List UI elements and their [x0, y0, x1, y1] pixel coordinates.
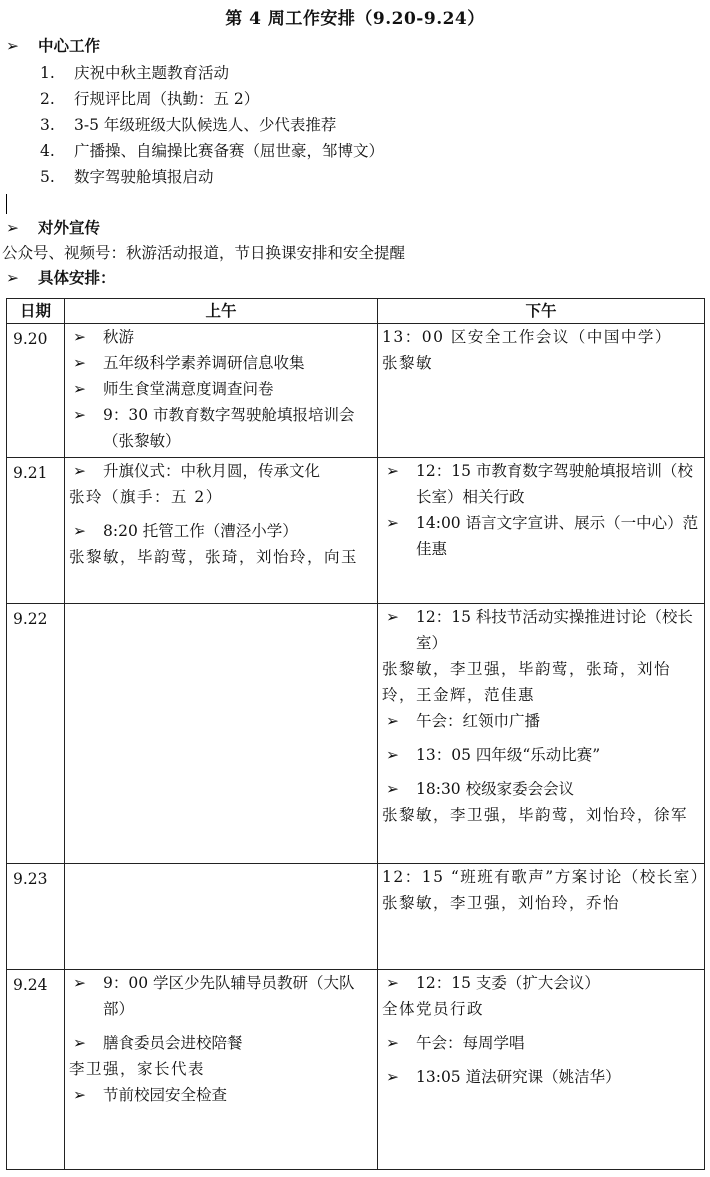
text-cursor[interactable]	[6, 194, 8, 214]
bullet-item	[382, 1064, 700, 1090]
arrow-bullet-icon: ➢	[73, 1086, 86, 1104]
pm-cell	[378, 458, 705, 604]
bullet-text: 12：15 科技节活动实操推进讨论（校长室）	[416, 608, 693, 652]
bullet-item	[69, 1030, 373, 1056]
list-item	[0, 60, 710, 86]
bullet-text: 膳食委员会进校陪餐	[103, 1034, 243, 1052]
table-header-row	[7, 299, 705, 324]
table-row	[7, 970, 705, 1170]
bullet-text: 秋游	[103, 328, 135, 346]
pm-cell	[378, 864, 708, 970]
center-work-list	[0, 60, 710, 190]
list-number: 3.	[40, 116, 55, 134]
bullet-text: 升旗仪式：中秋月圆，传承文化	[103, 462, 321, 480]
arrow-bullet-icon: ➢	[73, 380, 86, 398]
bullet-text: 14:00 语言文字宣讲、展示（一中心）范佳惠	[416, 514, 699, 558]
bullet-text: 12：15 支委（扩大会议）	[416, 974, 600, 992]
section-center-heading	[6, 34, 710, 58]
plain-text: 张黎敏，李卫强，毕韵莺，刘怡玲，徐军	[382, 806, 689, 824]
arrow-bullet-icon: ➢	[73, 354, 86, 372]
section-schedule-heading	[6, 266, 710, 290]
arrow-bullet-icon: ➢	[386, 780, 399, 798]
list-text: 庆祝中秋主题教育活动	[74, 64, 230, 82]
bullet-item	[69, 402, 373, 454]
arrow-bullet-icon: ➢	[386, 1034, 399, 1052]
bullet-text: 18:30 校级家委会会议	[416, 780, 575, 798]
list-item	[0, 164, 710, 190]
bullet-text: 午会：红领巾广播	[416, 712, 541, 730]
date-cell: 9.23	[7, 864, 65, 970]
list-number: 2.	[40, 90, 55, 108]
plain-text: 13：00 区安全工作会议（中国中学）	[382, 328, 672, 346]
table-row	[7, 604, 705, 864]
arrow-bullet-icon: ➢	[386, 608, 399, 626]
am-cell	[65, 324, 378, 458]
list-item	[0, 112, 710, 138]
plain-text: 张黎敏，毕韵莺，张琦，刘怡玲，向玉	[69, 548, 359, 566]
bullet-item	[382, 776, 700, 802]
bullet-text: 13:05 道法研究课（姚洁华）	[416, 1068, 621, 1086]
pm-cell	[378, 324, 705, 458]
bullet-text: 9：00 学区少先队辅导员教研（大队部）	[103, 974, 355, 1018]
arrow-bullet-icon: ➢	[73, 1034, 86, 1052]
page-title: 第 4 周工作安排（9.20-9.24）	[225, 9, 485, 29]
plain-text: 12：15 “班班有歌声”方案讨论（校长室）	[382, 868, 708, 886]
list-number: 4.	[40, 142, 55, 160]
plain-text: 张玲（旗手：五 2）	[69, 488, 223, 506]
arrow-bullet-icon: ➢	[386, 1068, 399, 1086]
arrow-bullet-icon: ➢	[73, 462, 86, 480]
arrow-bullet-icon: ➢	[386, 514, 399, 532]
arrow-bullet-icon: ➢	[73, 522, 86, 540]
bullet-item	[69, 970, 373, 1022]
publicity-text: 公众号、视频号：秋游活动报道，节日换课安排和安全提醒	[2, 244, 406, 262]
bullet-text: 五年级科学素养调研信息收集	[103, 354, 305, 372]
bullet-text: 8:20 托管工作（漕泾小学）	[103, 522, 298, 540]
header-am: 上午	[65, 299, 378, 324]
bullet-item	[69, 376, 373, 402]
bullet-item	[382, 708, 700, 734]
bullet-item	[382, 510, 700, 562]
plain-text: 张黎敏	[382, 354, 434, 372]
bullet-item	[382, 1030, 700, 1056]
bullet-item	[69, 458, 373, 484]
date-cell: 9.22	[7, 604, 65, 864]
am-cell	[65, 604, 378, 864]
bullet-item	[69, 1082, 373, 1108]
arrow-bullet-icon: ➢	[73, 974, 86, 992]
bullet-text: 节前校园安全检查	[103, 1086, 228, 1104]
table-row	[7, 458, 705, 604]
pm-cell	[378, 604, 705, 864]
bullet-text: 师生食堂满意度调查问卷	[103, 380, 274, 398]
center-heading-text: 中心工作	[38, 36, 101, 55]
bullet-text: 午会：每周学唱	[416, 1034, 525, 1052]
table-row	[7, 324, 705, 458]
schedule-heading-text: 具体安排：	[38, 268, 116, 287]
bullet-item	[69, 350, 373, 376]
section-publicity-heading	[6, 216, 710, 240]
date-cell: 9.21	[7, 458, 65, 604]
plain-text: 李卫强，家长代表	[69, 1060, 206, 1078]
bullet-item	[382, 604, 700, 656]
list-item	[0, 138, 710, 164]
arrow-bullet-icon: ➢	[73, 406, 86, 424]
publicity-heading-text: 对外宣传	[38, 218, 101, 237]
list-text: 行规评比周（执勤：五 2）	[74, 90, 260, 108]
arrow-bullet-icon: ➢	[6, 37, 19, 55]
arrow-bullet-icon: ➢	[386, 462, 399, 480]
list-text: 数字驾驶舱填报启动	[74, 168, 214, 186]
list-text: 广播操、自编操比赛备赛（屈世豪，邹博文）	[74, 142, 385, 160]
bullet-text: 12：15 市教育数字驾驶舱填报培训（校长室）相关行政	[416, 462, 693, 506]
schedule-table	[6, 298, 708, 1170]
date-cell: 9.20	[7, 324, 65, 458]
arrow-bullet-icon: ➢	[6, 219, 19, 237]
bullet-item	[69, 324, 373, 350]
am-cell	[65, 970, 378, 1170]
list-text: 3-5 年级班级大队候选人、少代表推荐	[74, 116, 337, 134]
bullet-text: 13：05 四年级“乐动比赛”	[416, 746, 601, 764]
bullet-item	[382, 970, 700, 996]
plain-text: 全体党员行政	[382, 1000, 485, 1018]
table-row	[7, 864, 705, 970]
arrow-bullet-icon: ➢	[386, 746, 399, 764]
pm-cell	[378, 970, 705, 1170]
list-item	[0, 86, 710, 112]
arrow-bullet-icon: ➢	[386, 974, 399, 992]
plain-text: 张黎敏，李卫强，刘怡玲，乔怡	[382, 894, 621, 912]
list-number: 5.	[40, 168, 55, 186]
header-pm: 下午	[378, 299, 705, 324]
arrow-bullet-icon: ➢	[73, 328, 86, 346]
am-cell	[65, 458, 378, 604]
arrow-bullet-icon: ➢	[386, 712, 399, 730]
am-cell	[65, 864, 378, 970]
bullet-item	[382, 458, 700, 510]
bullet-item	[382, 742, 700, 768]
bullet-text: 9：30 市教育数字驾驶舱填报培训会（张黎敏）	[103, 406, 355, 450]
header-date: 日期	[7, 299, 65, 324]
plain-text: 张黎敏，李卫强，毕韵莺，张琦，刘怡玲，王金辉，范佳惠	[382, 660, 672, 704]
list-number: 1.	[40, 64, 55, 82]
arrow-bullet-icon: ➢	[6, 269, 19, 287]
bullet-item	[69, 518, 373, 544]
date-cell: 9.24	[7, 970, 65, 1170]
